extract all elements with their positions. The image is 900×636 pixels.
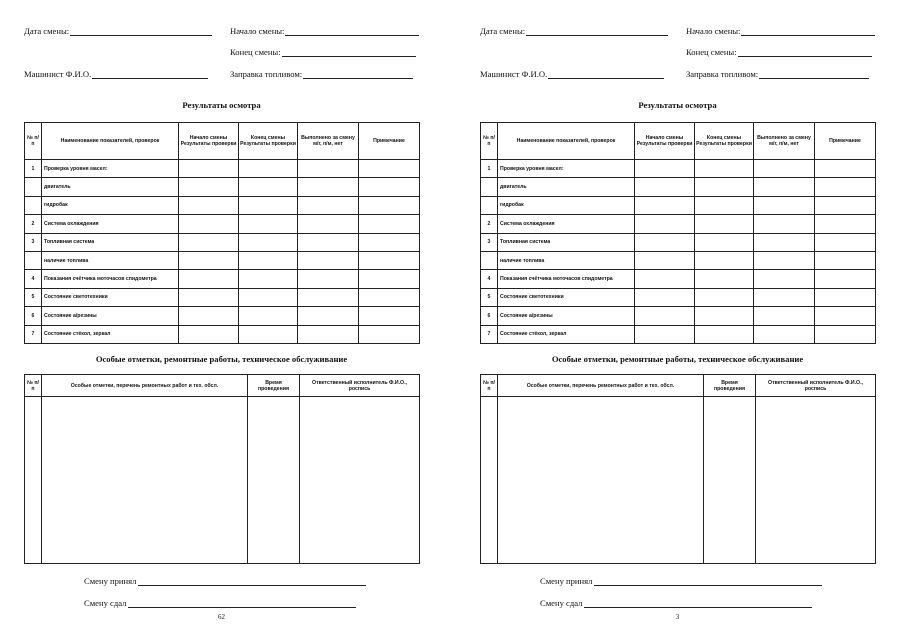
shift-start-field[interactable] (230, 26, 419, 36)
row-num: 1 (25, 160, 42, 178)
row-num (25, 178, 42, 196)
row-end-cell[interactable] (239, 288, 298, 306)
table-row (25, 288, 420, 306)
shift-start-field[interactable] (686, 26, 875, 36)
table-row (481, 325, 876, 343)
row-name: Проверка уровня масел: (42, 160, 179, 178)
handed-label: Смену сдал (84, 598, 127, 608)
table-row (25, 178, 420, 196)
m-cell-resp[interactable] (300, 397, 420, 564)
row-end-cell[interactable] (695, 160, 754, 178)
row-end-cell[interactable] (695, 178, 754, 196)
row-name: Показания счётчика моточасов спидометра (42, 270, 179, 288)
table-row (25, 307, 420, 325)
row-end-cell[interactable] (695, 325, 754, 343)
col-note: Примечание (815, 123, 876, 160)
m-col-num: № п/п (481, 375, 498, 397)
row-start-cell[interactable] (179, 178, 239, 196)
row-note-cell[interactable] (359, 160, 420, 178)
shift-date-line[interactable] (526, 27, 668, 36)
row-num (481, 178, 498, 196)
row-name: Состояние стёкол, зеркал (498, 325, 635, 343)
row-name: Проверка уровня масел: (498, 160, 635, 178)
m-cell-num[interactable] (481, 397, 498, 564)
row-done-cell[interactable] (298, 251, 359, 269)
inspection-table (24, 122, 420, 344)
row-note-cell[interactable] (359, 178, 420, 196)
row-start-cell[interactable] (635, 160, 695, 178)
row-done-cell[interactable] (754, 288, 815, 306)
row-end-cell[interactable] (695, 270, 754, 288)
row-end-cell[interactable] (239, 215, 298, 233)
row-name: гидробак (498, 196, 635, 214)
row-name: наличие топлива (498, 251, 635, 269)
row-end-cell[interactable] (695, 251, 754, 269)
handed-signature[interactable] (84, 598, 356, 608)
table-row (481, 196, 876, 214)
maintenance-table (480, 374, 876, 564)
table-row (25, 270, 420, 288)
row-end-cell[interactable] (239, 196, 298, 214)
table-row (481, 233, 876, 251)
col-num: № п/п (481, 123, 498, 160)
row-note-cell[interactable] (815, 270, 876, 288)
row-start-cell[interactable] (635, 196, 695, 214)
shift-start-label: Начало смены: (686, 26, 741, 36)
row-note-cell[interactable] (815, 233, 876, 251)
fuel-field[interactable] (686, 69, 869, 79)
row-name: Топливная система (498, 233, 635, 251)
row-done-cell[interactable] (298, 196, 359, 214)
row-name: Топливная система (42, 233, 179, 251)
accepted-label: Смену принял (84, 576, 137, 586)
row-end-cell[interactable] (239, 307, 298, 325)
row-start-cell[interactable] (179, 160, 239, 178)
accepted-line[interactable] (594, 577, 822, 586)
row-num: 3 (481, 233, 498, 251)
driver-line[interactable] (548, 70, 664, 79)
shift-start-line[interactable] (741, 27, 875, 36)
fuel-label: Заправка топливом: (230, 69, 303, 79)
fuel-line[interactable] (303, 70, 413, 79)
row-done-cell[interactable] (754, 160, 815, 178)
row-note-cell[interactable] (815, 251, 876, 269)
m-col-resp: Ответственный исполнитель Ф.И.О., роспись (756, 375, 876, 397)
maintenance-body-row (25, 397, 420, 564)
row-num: 2 (25, 215, 42, 233)
row-done-cell[interactable] (298, 325, 359, 343)
row-note-cell[interactable] (815, 288, 876, 306)
maintenance-title: Особые отметки, ремонтные работы, техническое обслуживание (551, 354, 804, 364)
row-note-cell[interactable] (815, 160, 876, 178)
row-name: наличие топлива (42, 251, 179, 269)
fuel-field[interactable] (230, 69, 413, 79)
table-row (25, 160, 420, 178)
col-end: Конец смены Результаты проверки (695, 123, 754, 160)
col-done: Выполнено за смену м/г, п/м, нет (754, 123, 815, 160)
row-start-cell[interactable] (635, 270, 695, 288)
page-number-right: 3 (675, 613, 680, 621)
driver-field[interactable] (480, 69, 664, 79)
row-start-cell[interactable] (635, 215, 695, 233)
driver-label: Машинист Ф.И.О. (480, 69, 548, 79)
shift-end-line[interactable] (282, 48, 416, 57)
m-col-time: Время проведения (704, 375, 756, 397)
accepted-signature[interactable] (540, 576, 822, 586)
row-end-cell[interactable] (239, 160, 298, 178)
handed-line[interactable] (128, 599, 356, 608)
shift-end-line[interactable] (738, 48, 872, 57)
col-num: № п/п (25, 123, 42, 160)
row-start-cell[interactable] (635, 325, 695, 343)
row-note-cell[interactable] (815, 215, 876, 233)
row-done-cell[interactable] (298, 233, 359, 251)
m-cell-num[interactable] (25, 397, 42, 564)
shift-date-label: Дата смены: (480, 26, 526, 36)
m-col-num: № п/п (25, 375, 42, 397)
row-start-cell[interactable] (635, 233, 695, 251)
row-note-cell[interactable] (815, 196, 876, 214)
row-done-cell[interactable] (754, 251, 815, 269)
fuel-label: Заправка топливом: (686, 69, 759, 79)
row-end-cell[interactable] (239, 251, 298, 269)
row-start-cell[interactable] (179, 233, 239, 251)
row-done-cell[interactable] (298, 307, 359, 325)
page-number-left: 62 (218, 613, 225, 621)
row-num: 5 (481, 288, 498, 306)
col-done: Выполнено за смену м/г, п/м, нет (298, 123, 359, 160)
inspection-title: Результаты осмотра (182, 100, 261, 110)
inspection-header-row (481, 123, 876, 160)
maintenance-table (24, 374, 420, 564)
row-start-cell[interactable] (179, 215, 239, 233)
m-col-resp: Ответственный исполнитель Ф.И.О., роспись (300, 375, 420, 397)
col-end: Конец смены Результаты проверки (239, 123, 298, 160)
col-start: Начало смены Результаты проверки (635, 123, 695, 160)
maintenance-title: Особые отметки, ремонтные работы, техническое обслуживание (95, 354, 348, 364)
row-done-cell[interactable] (754, 270, 815, 288)
row-num (25, 251, 42, 269)
m-cell-resp[interactable] (756, 397, 876, 564)
shift-end-field[interactable] (230, 47, 416, 57)
col-note: Примечание (359, 123, 420, 160)
row-done-cell[interactable] (298, 178, 359, 196)
row-num: 7 (25, 325, 42, 343)
inspection-title: Результаты осмотра (638, 100, 717, 110)
shift-date-field[interactable] (24, 26, 212, 36)
table-row (481, 288, 876, 306)
table-row (25, 196, 420, 214)
shift-end-label: Конец смены: (230, 47, 281, 57)
right-page (480, 0, 900, 636)
inspection-table (480, 122, 876, 344)
row-name: двигатель (42, 178, 179, 196)
row-num: 7 (481, 325, 498, 343)
row-end-cell[interactable] (239, 233, 298, 251)
m-col-desc: Особые отметки, перечень ремонтных работ и тех. обсл. (42, 375, 248, 397)
inspection-header-row (25, 123, 420, 160)
row-note-cell[interactable] (359, 233, 420, 251)
shift-start-label: Начало смены: (230, 26, 285, 36)
row-start-cell[interactable] (179, 288, 239, 306)
row-done-cell[interactable] (754, 178, 815, 196)
table-row (481, 307, 876, 325)
row-num: 5 (25, 288, 42, 306)
row-end-cell[interactable] (695, 233, 754, 251)
row-done-cell[interactable] (298, 270, 359, 288)
row-name: Показания счётчика моточасов спидометра (498, 270, 635, 288)
row-note-cell[interactable] (359, 270, 420, 288)
shift-date-label: Дата смены: (24, 26, 70, 36)
row-end-cell[interactable] (695, 307, 754, 325)
row-end-cell[interactable] (239, 178, 298, 196)
row-note-cell[interactable] (359, 251, 420, 269)
handed-line[interactable] (584, 599, 812, 608)
table-row (481, 251, 876, 269)
shift-date-line[interactable] (70, 27, 212, 36)
row-note-cell[interactable] (815, 307, 876, 325)
table-row (25, 325, 420, 343)
m-cell-time[interactable] (248, 397, 300, 564)
row-num: 4 (481, 270, 498, 288)
row-note-cell[interactable] (815, 178, 876, 196)
row-num: 2 (481, 215, 498, 233)
row-start-cell[interactable] (179, 325, 239, 343)
row-name: Состояние а/резины (498, 307, 635, 325)
row-note-cell[interactable] (815, 325, 876, 343)
fuel-line[interactable] (759, 70, 869, 79)
row-start-cell[interactable] (635, 178, 695, 196)
row-end-cell[interactable] (695, 215, 754, 233)
row-start-cell[interactable] (179, 196, 239, 214)
table-row (481, 270, 876, 288)
row-num: 6 (25, 307, 42, 325)
table-row (25, 233, 420, 251)
table-row (481, 215, 876, 233)
col-start: Начало смены Результаты проверки (179, 123, 239, 160)
accepted-line[interactable] (138, 577, 366, 586)
row-num (481, 196, 498, 214)
row-note-cell[interactable] (359, 215, 420, 233)
maintenance-body-row (481, 397, 876, 564)
row-start-cell[interactable] (635, 307, 695, 325)
row-num: 6 (481, 307, 498, 325)
row-name: Система охлаждения (498, 215, 635, 233)
accepted-signature[interactable] (84, 576, 366, 586)
row-start-cell[interactable] (179, 251, 239, 269)
row-done-cell[interactable] (298, 215, 359, 233)
col-name: Наименование показателей, проверок (42, 123, 179, 160)
shift-end-field[interactable] (686, 47, 872, 57)
handed-label: Смену сдал (540, 598, 583, 608)
shift-end-label: Конец смены: (686, 47, 737, 57)
shift-start-line[interactable] (285, 27, 419, 36)
row-num (481, 251, 498, 269)
row-num (25, 196, 42, 214)
col-name: Наименование показателей, проверок (498, 123, 635, 160)
row-start-cell[interactable] (179, 307, 239, 325)
row-done-cell[interactable] (754, 233, 815, 251)
row-note-cell[interactable] (359, 325, 420, 343)
row-end-cell[interactable] (239, 270, 298, 288)
row-name: Состояние а/резины (42, 307, 179, 325)
row-end-cell[interactable] (695, 288, 754, 306)
m-cell-desc[interactable] (498, 397, 704, 564)
maintenance-header-row (481, 375, 876, 397)
m-cell-time[interactable] (704, 397, 756, 564)
maintenance-header-row (25, 375, 420, 397)
row-note-cell[interactable] (359, 196, 420, 214)
row-num: 3 (25, 233, 42, 251)
m-col-time: Время проведения (248, 375, 300, 397)
row-end-cell[interactable] (695, 196, 754, 214)
table-row (25, 251, 420, 269)
row-name: Система охлаждения (42, 215, 179, 233)
row-name: гидробак (42, 196, 179, 214)
left-page (24, 0, 444, 636)
table-row (481, 160, 876, 178)
driver-field[interactable] (24, 69, 208, 79)
handed-signature[interactable] (540, 598, 812, 608)
row-start-cell[interactable] (635, 288, 695, 306)
row-done-cell[interactable] (754, 325, 815, 343)
accepted-label: Смену принял (540, 576, 593, 586)
shift-date-field[interactable] (480, 26, 668, 36)
row-end-cell[interactable] (239, 325, 298, 343)
row-note-cell[interactable] (359, 288, 420, 306)
row-done-cell[interactable] (298, 288, 359, 306)
row-num: 4 (25, 270, 42, 288)
row-name: двигатель (498, 178, 635, 196)
row-note-cell[interactable] (359, 307, 420, 325)
row-done-cell[interactable] (754, 307, 815, 325)
row-name: Состояние светотехники (42, 288, 179, 306)
row-start-cell[interactable] (635, 251, 695, 269)
row-done-cell[interactable] (754, 215, 815, 233)
driver-label: Машинист Ф.И.О. (24, 69, 92, 79)
row-done-cell[interactable] (298, 160, 359, 178)
row-start-cell[interactable] (179, 270, 239, 288)
m-col-desc: Особые отметки, перечень ремонтных работ и тех. обсл. (498, 375, 704, 397)
m-cell-desc[interactable] (42, 397, 248, 564)
table-row (481, 178, 876, 196)
table-row (25, 215, 420, 233)
row-name: Состояние стёкол, зеркал (42, 325, 179, 343)
row-name: Состояние светотехники (498, 288, 635, 306)
driver-line[interactable] (92, 70, 208, 79)
row-num: 1 (481, 160, 498, 178)
row-done-cell[interactable] (754, 196, 815, 214)
